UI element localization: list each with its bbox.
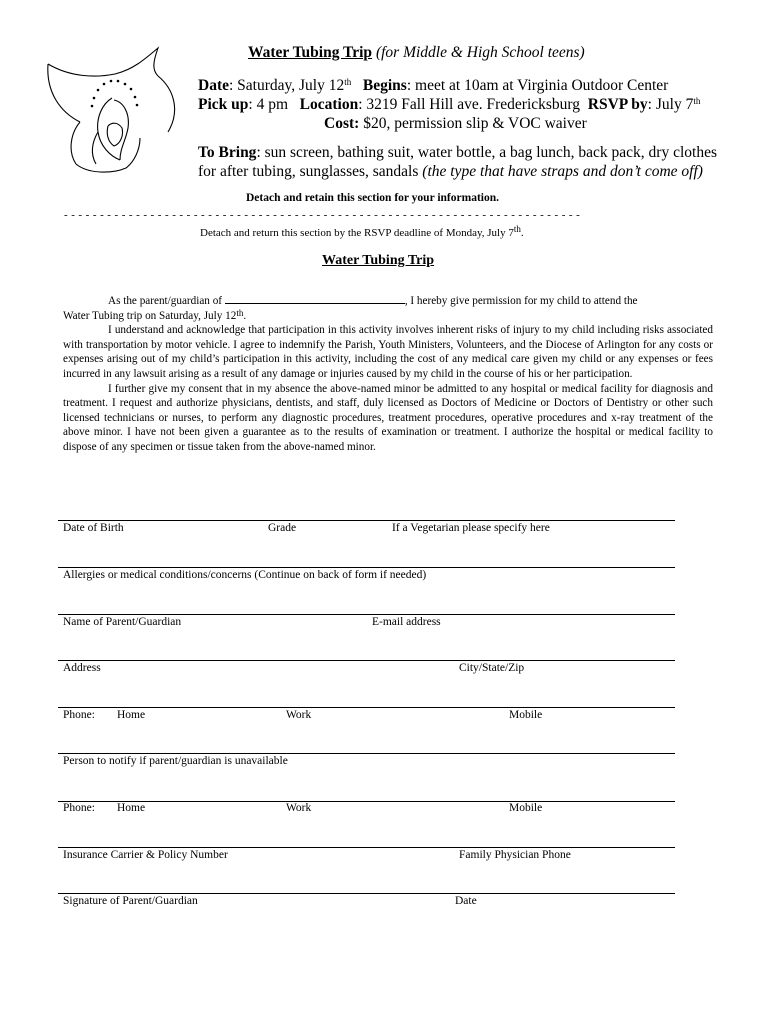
consent-p1a: As the parent/guardian of: [108, 295, 225, 307]
detach-return-text: Detach and return this section by the RSVP deadline of Monday, July 7: [200, 227, 514, 239]
consent-p1-cont: [63, 309, 713, 324]
bring-value-2: for after tubing, sunglasses, sandals: [198, 163, 419, 180]
home-phone-field-2[interactable]: Home: [117, 802, 146, 814]
begins-label: Begins: [362, 77, 407, 94]
title-text: Water Tubing Trip: [248, 44, 373, 61]
rule-2: [58, 567, 675, 568]
work-phone-field-1[interactable]: Work: [286, 709, 312, 721]
home-phone-field-1[interactable]: Home: [117, 709, 146, 721]
bring-line: [198, 143, 717, 162]
insurance-field[interactable]: Insurance Carrier & Policy Number: [63, 849, 228, 861]
form-title: Water Tubing Trip: [322, 253, 435, 268]
rule-6: [58, 753, 675, 754]
rule-9: [58, 893, 675, 894]
mobile-phone-field-1[interactable]: Mobile: [509, 709, 543, 721]
physician-phone-field[interactable]: Family Physician Phone: [459, 849, 571, 861]
bring-value: : sun screen, bathing suit, water bottle, a bag lunch, back pack, dry clothes: [256, 144, 717, 161]
cut-line: - - - - - - - - - - - - - - - - - - - - - - - - - - - - - - - - - - - - - - - - - - - - - - - - - - - - - - - - - - - - - - - - - - - - - - - -: [64, 209, 581, 221]
detach-retain-note: Detach and retain this section for your information.: [246, 192, 499, 204]
allergies-field[interactable]: Allergies or medical conditions/concerns (Continue on back of form if needed): [63, 569, 427, 581]
vegetarian-field[interactable]: If a Vegetarian please specify here: [392, 522, 550, 534]
bring-line-2: [198, 162, 703, 181]
pickup-label: Pick up: [198, 96, 249, 113]
email-field[interactable]: E-mail address: [372, 616, 441, 628]
parent-name-field[interactable]: Name of Parent/Guardian: [63, 616, 182, 628]
address-field[interactable]: Address: [63, 662, 101, 674]
consent-p1c: Water Tubing trip on Saturday, July 12: [63, 309, 237, 322]
date-value: : Saturday, July 12: [229, 77, 345, 94]
subtitle-text: (for Middle & High School teens): [375, 44, 585, 61]
cost-value: $20, permission slip & VOC waiver: [363, 115, 587, 132]
bring-label: To Bring: [198, 144, 257, 161]
detach-return-end: .: [520, 227, 524, 239]
detach-return-sup: th: [513, 224, 521, 234]
mobile-phone-field-2[interactable]: Mobile: [509, 802, 543, 814]
pickup-line: [198, 95, 700, 114]
consent-p1b: , I hereby give permission for my child to attend the: [404, 295, 638, 307]
work-phone-field-2[interactable]: Work: [286, 802, 312, 814]
consent-p2: I understand and acknowledge that participation in this activity involves inherent risks of injury to my child including risks associated with transportation by motor vehicle. I agree to indemnify the Parish, Youth Ministers, Volunteers, and the Diocese of Arlington for any costs or expenses arising out of my child’s participation in this activity, including the cost of any medical care given my child or any expenses or fees incurred in any lawsuit arising as a result of any damage or injuries caused by my child in the course of his or her participation.: [63, 324, 713, 380]
rule-5: [58, 707, 675, 708]
notify-field[interactable]: Person to notify if parent/guardian is unavailable: [63, 755, 288, 767]
consent-p1c-sup: th: [236, 307, 244, 318]
consent-text: [63, 293, 713, 455]
date-line: [198, 76, 668, 95]
consent-p1: [63, 293, 713, 309]
phone-label-2: Phone:: [63, 802, 95, 814]
rule-7: [58, 801, 675, 802]
location-label: Location: [299, 96, 359, 113]
cost-label: Cost:: [324, 115, 360, 132]
date-label: Date: [198, 77, 229, 94]
consent-p3: I further give my consent that in my absence the above-named minor be admitted to any hospital or medical facility for diagnosis and treatment. I request and authorize physicians, dentists, and staff, duly licensed as Doctors of Medicine or Doctors of Dentistry or other such licensed technicians or nurses, to perform any diagnostic procedures, treatment procedures, operative procedures and x-ray treatment of the above minor. I have not been given a guarantee as to the results of examination or treatment. I authorize the hospital or medical facility to dispose of any specimen or tissue taken from the above-named minor.: [63, 382, 713, 453]
city-state-zip-field[interactable]: City/State/Zip: [459, 662, 525, 674]
rsvp-label: RSVP by: [587, 96, 648, 113]
date-field[interactable]: Date: [455, 895, 477, 907]
rule-8: [58, 847, 675, 848]
rule-1: [58, 520, 675, 521]
cost-line: [324, 114, 587, 133]
child-name-blank[interactable]: [225, 293, 405, 304]
phone-label-1: Phone:: [63, 709, 95, 721]
consent-p1c-end: .: [243, 309, 247, 322]
parish-logo-icon: [40, 42, 190, 182]
rsvp-value: : July 7: [647, 96, 694, 113]
rule-4: [58, 660, 675, 661]
begins-value: : meet at 10am at Virginia Outdoor Center: [406, 77, 669, 94]
bring-note: (the type that have straps and don’t come off): [422, 163, 703, 180]
rsvp-sup: th: [693, 96, 701, 106]
location-value: : 3219 Fall Hill ave. Fredericksburg: [358, 96, 581, 113]
pickup-value: : 4 pm: [248, 96, 289, 113]
grade-field[interactable]: Grade: [268, 522, 297, 534]
date-sup: th: [344, 77, 352, 87]
rule-3: [58, 614, 675, 615]
dob-field[interactable]: Date of Birth: [63, 522, 124, 534]
trip-title: [248, 44, 585, 62]
signature-field[interactable]: Signature of Parent/Guardian: [63, 895, 198, 907]
detach-return-note: [200, 224, 524, 239]
